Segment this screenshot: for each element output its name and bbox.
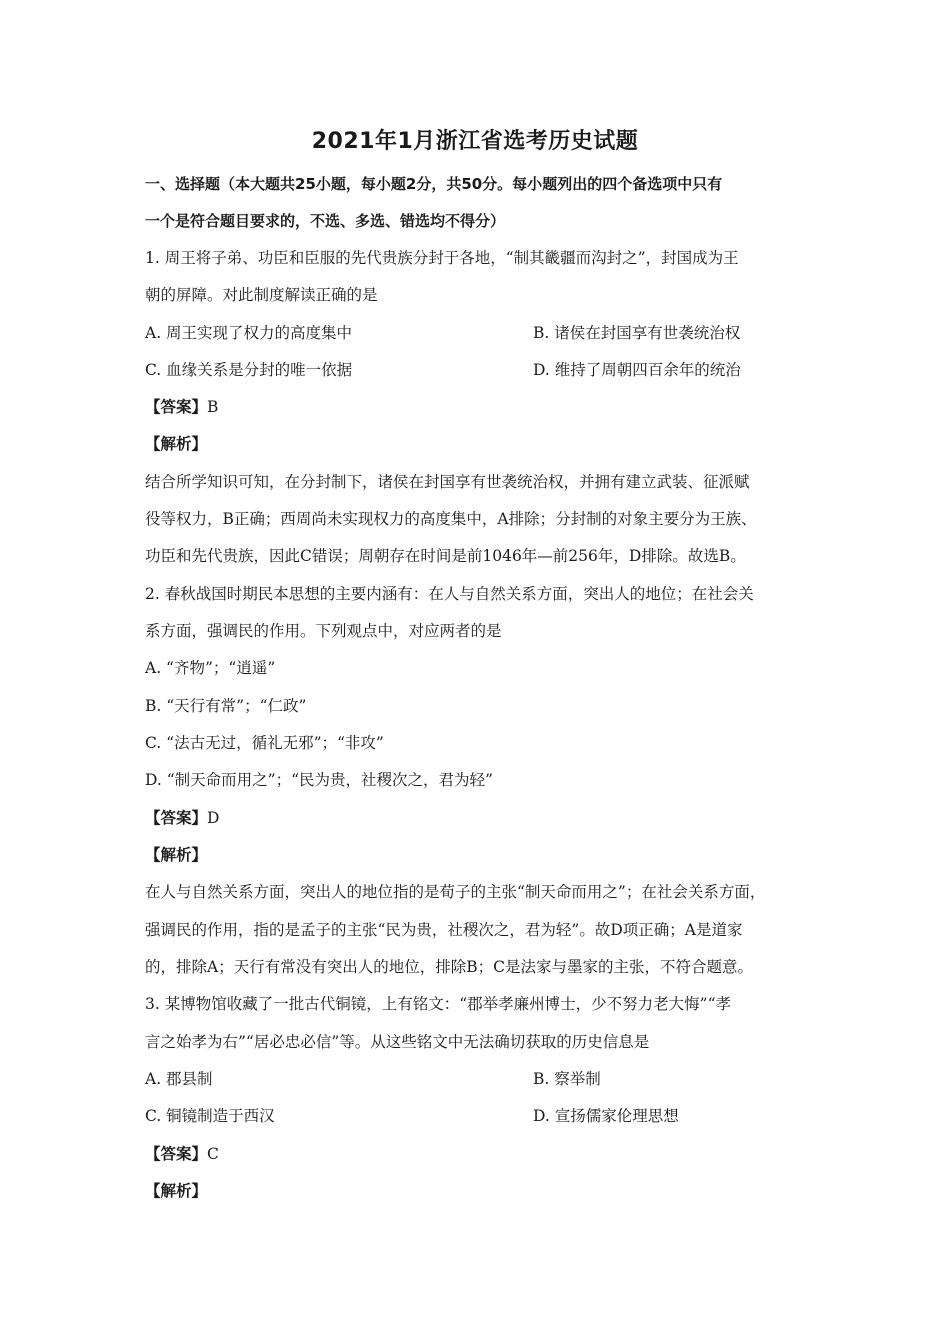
section-heading-line2: 一个是符合题目要求的，不选、多选、错选均不得分） [145, 212, 506, 230]
q3-option-d: D. 宣扬儒家伦理思想 [533, 1107, 679, 1125]
q2-stem-line1: 2. 春秋战国时期民本思想的主要内涵有：在人与自然关系方面，突出人的地位；在社会关 [145, 585, 754, 603]
q1-analysis-line2: 役等权力，B正确；西周尚未实现权力的高度集中，A排除；分封制的对象主要分为王族、 [145, 510, 757, 528]
q1-option-a: A. 周王实现了权力的高度集中 [145, 324, 353, 342]
q1-option-c: C. 血缘关系是分封的唯一依据 [145, 361, 353, 379]
q1-option-d: D. 维持了周朝四百余年的统治 [533, 361, 741, 379]
q3-stem-line2: 言之始孝为右”“居必忠必信”等。从这些铭文中无法确切获取的历史信息是 [145, 1033, 650, 1051]
q1-option-b: B. 诸侯在封国享有世袭统治权 [533, 324, 741, 342]
q3-option-a: A. 郡县制 [145, 1070, 213, 1088]
q2-stem-line2: 系方面，强调民的作用。下列观点中，对应两者的是 [145, 622, 502, 640]
q1-analysis-label: 【解析】 [145, 435, 208, 453]
q2-analysis-line2: 强调民的作用，指的是孟子的主张“民为贵，社稷次之，君为轻”。故D项正确；A是道家 [145, 921, 743, 939]
q2-answer-value: D [207, 809, 220, 827]
q2-option-d: D. “制天命而用之”；“民为贵，社稷次之，君为轻” [145, 771, 493, 789]
q1-answer [145, 397, 835, 417]
q3-analysis-label: 【解析】 [145, 1182, 208, 1200]
answer-label: 【答案】 [145, 1145, 208, 1163]
q1-analysis-line1: 结合所学知识可知，在分封制下，诸侯在封国享有世袭统治权，并拥有建立武装、征派赋 [145, 473, 750, 491]
section-heading-line1: 一、选择题（本大题共25小题，每小题2分，共50分。每小题列出的四个备选项中只有 [145, 175, 723, 193]
q1-analysis-line3: 功臣和先代贵族，因此C错误；周朝存在时间是前1046年—前256年，D排除。故选B。 [145, 547, 746, 565]
q1-answer-value: B [207, 398, 219, 416]
page-title: 2021年1月浙江省选考历史试题 [311, 129, 639, 154]
q2-analysis-line1: 在人与自然关系方面，突出人的地位指的是荀子的主张“制天命而用之”；在社会关系方面， [145, 883, 766, 901]
answer-label: 【答案】 [145, 398, 208, 416]
q1-stem-line2: 朝的屏障。对此制度解读正确的是 [145, 286, 378, 304]
q2-answer [145, 808, 835, 828]
q2-analysis-line3: 的，排除A；天行有常没有突出人的地位，排除B；C是法家与墨家的主张，不符合题意。 [145, 958, 753, 976]
answer-label: 【答案】 [145, 809, 208, 827]
q3-option-c: C. 铜镜制造于西汉 [145, 1107, 275, 1125]
q2-analysis-label: 【解析】 [145, 846, 208, 864]
q1-stem-line1: 1. 周王将子弟、功臣和臣服的先代贵族分封于各地，“制其畿疆而沟封之”，封国成为王 [145, 249, 739, 267]
q2-option-b: B. “天行有常”；“仁政” [145, 697, 307, 715]
q3-answer-value: C [207, 1145, 219, 1163]
q2-option-c: C. “法古无过，循礼无邪”；“非攻” [145, 734, 384, 752]
q2-option-a: A. “齐物”；“逍遥” [145, 659, 276, 677]
q3-answer [145, 1144, 835, 1164]
q3-stem-line1: 3. 某博物馆收藏了一批古代铜镜，上有铭文：“郡举孝廉州博士，少不努力老大悔”“孝 [145, 995, 731, 1013]
q3-option-b: B. 察举制 [533, 1070, 601, 1088]
